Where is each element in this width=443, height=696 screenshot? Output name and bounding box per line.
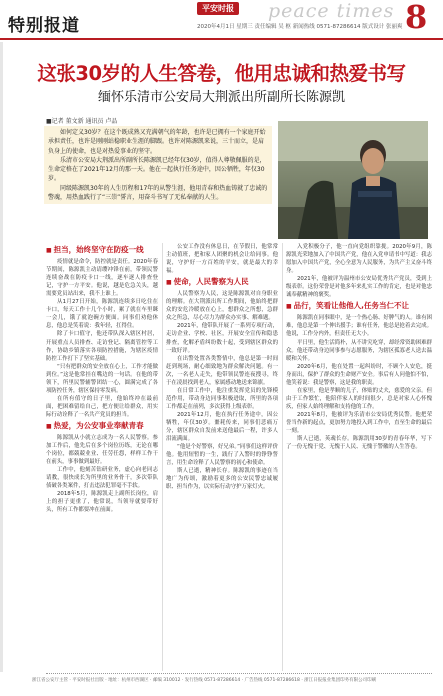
body-paragraph: 工作中，他刻苦钻研业务，虚心向老同志请教，很快成长为所里的业务骨干，多次带队侦破各类案件，打击违法犯罪毫不手软。 <box>46 467 158 490</box>
body-paragraph: 平日里，他生活简朴，从不讲究吃穿，却经常资助困难群众。他还带动身边同事参与志愿服务，为辖区孤寡老人送去温暖和关怀。 <box>286 339 432 362</box>
body-paragraph: 2018年5月，陈源凯走上副所长岗位，肩上的担子更重了，他常说，当领导就要带好头，所有工作都要冲在前面。 <box>46 491 158 514</box>
dateline: 2020年4月1日 星期三 责任编辑 吴 枢 新闻热线 0571-87286614 版式设计 张丽爽 <box>197 24 403 30</box>
column-divider <box>162 243 163 671</box>
body-paragraph: 2021年，他被评为温州市公安局优秀共产党员，受到上级表彰。这份荣誉是对他多年来扎实工作的肯定，也是对他忠诚奉献精神的褒奖。 <box>286 276 432 299</box>
headline: 这张30岁的人生答卷，他用忠诚和热爱书写 <box>37 62 406 85</box>
article-column-1 <box>46 243 158 515</box>
lead-paragraph: 乐清市公安局大荆派出所副所长陈源凯已经年仅30岁，值得人尊敬佩服的是，生命定格在了2021年12月的那一天。他在一起执行任务途中，因公牺牲，年仅30岁。 <box>48 156 266 183</box>
lead-paragraph: 如何定义30岁？在这个既成熟又充满朝气的年龄，也许是已拥有一个家庭开始承担责任，也许是刚刚站稳职业生涯的脚跟。也许对陈源凯来说，三十而立，是肩负身上的使命，也是对热爱事业的坚守。 <box>48 129 266 155</box>
byline: ■记者 董文新 通讯员 卢品 <box>46 118 118 125</box>
column-divider <box>282 243 283 671</box>
body-paragraph: “只有把群众的安全放在心上，工作才能做到位。”这是他常挂在嘴边的一句话。在他的带领下，所里民警辅警团结一心，圆满完成了各项防控任务，辖区保持零发病。 <box>46 363 158 394</box>
lead-paragraph: 同级陈源凯30年的人生历程和17年的从警生涯，他用青春和热血铸就了忠诚的警魂，用热血践行了“三崇”誓言，用奋斗书写了无私奉献的人生。 <box>48 184 268 202</box>
body-paragraph: 除了卡口值守，他还带队深入辖区村居，开展重点人员排查、走访登记、隔离管控等工作，协助乡镇落实各项防控措施，为辖区疫情防控工作打下了坚实基础。 <box>46 331 158 362</box>
article-column-2 <box>166 243 278 491</box>
body-paragraph: 2021年12月，他在执行任务途中，因公牺牲，年仅30岁。噩耗传来，同事们悲痛万分，辖区群众自发前来送他最后一程，许多人泪流满面。 <box>166 411 278 443</box>
footer-rule <box>46 673 432 674</box>
body-paragraph: 陈源凯在同事眼中，是一个热心肠、好脾气的人。谁有困难，他总是第一个伸出援手；谁有任务，他总是抢着去完成。他说，工作分内外，但责任无大小。 <box>286 315 432 338</box>
body-paragraph: 从1月27日开始，陈源凯连续多日吃住在卡口，每天工作十几个小时，累了就在车里眯一会儿，饿了就泡碗方便面。同事们劝他休息，他总是笑着说：我年轻，扛得住。 <box>46 299 158 330</box>
lead-paragraphs <box>44 126 272 204</box>
body-paragraph: 2020年6月，他在处置一起纠纷时，不顾个人安危，挺身而出，保护了群众的生命财产安全。事后有人问他怕不怕，他笑着说：我是警察，这是我的职责。 <box>286 363 432 386</box>
section-heading: ■ 品行，笑看让他他人,任务当仁不让 <box>286 302 432 311</box>
subheadline: 缅怀乐清市公安局大荆派出所副所长陈源凯 <box>97 90 345 105</box>
body-paragraph: 在日常工作中，他注重发挥党员的先锋模范作用，带动身边同事积极进取，所里的各项工作都走在前列，多次获得上级表彰。 <box>166 387 278 410</box>
left-ornament <box>0 42 9 672</box>
body-paragraph: “他是个好警察，好兄弟。”同事们这样评价他。他用短暂的一生，践行了入警时的铮铮誓言，用生命诠释了人民警察的初心和使命。 <box>166 444 278 467</box>
body-paragraph: 在家里，他是孝顺的儿子，体贴的丈夫，慈爱的父亲。但由于工作繁忙，他陪伴家人的时间很少，总是对家人心怀愧疚，但家人始终理解和支持他的工作。 <box>286 387 432 410</box>
body-paragraph: 斯人已逝，精神长存。陈源凯的事迹在当地广为传颂，激励着更多的公安民警忠诚履职、担当作为，以实际行动守护万家灯火。 <box>166 468 278 491</box>
article-column-3 <box>286 243 432 451</box>
body-paragraph: 疫情就是命令，防控就是责任。2020年春节期间，陈源凯主动请缨冲锋在前，带领民警连续奋战在防疫卡口一线，逐车逐人排查登记，守护一方平安。他说，越是危急关头，越需要党员站出来，我不上谁上。 <box>46 259 158 298</box>
section-heading: ■ 担当，始终坚守在防疫一线 <box>46 246 158 255</box>
section-title: 特别报道 <box>8 16 80 36</box>
body-paragraph: 陈源凯从小就立志成为一名人民警察。参加工作后，他先后在多个岗位历练，无论在哪个岗位，都兢兢业业、任劳任怨，样样工作干在前头，事事做到最好。 <box>46 435 158 466</box>
body-paragraph: 2021年，他带队开展了一系列专项行动，走访企业、学校、社区，开展安全宣传和隐患排查，化解矛盾纠纷数十起，受到辖区群众的一致好评。 <box>166 323 278 354</box>
body-paragraph: 斯人已逝，英魂长存。陈源凯用30岁的青春年华，写下了一份无愧于党、无愧于人民、无愧于警徽的人生答卷。 <box>286 436 432 451</box>
officer-photo <box>278 121 428 239</box>
body-paragraph: 入党积极分子，他一直向党组织靠拢。2020年9月，陈源凯光荣地加入了中国共产党，他在入党申请书中写道：我志愿加入中国共产党，全心全意为人民服务，为共产主义奋斗终身。 <box>286 244 432 275</box>
body-paragraph: 在所有值守的日子里，他始终冲在最前面，把困难留给自己，把方便让给群众，用实际行动诠释了一名共产党员的担当。 <box>46 395 158 418</box>
photo-illustration <box>278 121 428 239</box>
page-number: 8 <box>405 0 428 36</box>
body-paragraph: 人民警察为人民，这是陈源凯对自身职业的理解。在大荆派出所工作期间，他始终把群众的安危冷暖放在心上，想群众之所想，急群众之所急，尽心尽力为群众办实事、解难题。 <box>166 291 278 322</box>
masthead-rule <box>0 38 443 40</box>
footer-info: 浙江省公安厅主管 · 平安时报社出版 · 地址：杭州市西湖区 · 邮编 310012 · 发行热线 0571-87286614 · 广告热线 0571-87286618 · 浙江日报报业集团印务有限公司印刷 <box>32 678 377 683</box>
section-heading: ■ 使命，人民警察为人民 <box>166 278 278 287</box>
brand-logo: 平安时报 <box>197 2 239 15</box>
body-paragraph: 2021年8月，他被评为乐清市公安局优秀民警。他把荣誉当作新的起点，更加努力地投入到工作中，直至生命的最后一刻。 <box>286 411 432 435</box>
edition-word: peace times <box>268 0 395 22</box>
body-paragraph: 在出警处置各类警情中，他总是第一时间赶到现场，耐心细致地为群众解决问题。有一次，一名老人走失，他带领民警连夜搜寻，终于在凌晨找到老人，家属感动地送来锦旗。 <box>166 355 278 386</box>
body-paragraph: 公安工作没有休息日，在节假日，他常常主动值班，把和家人团聚的机会让给同事。他说，守护好一方百姓的平安，就是最大的幸福。 <box>166 244 278 275</box>
section-heading: ■ 热爱，为公安事业奉献青春 <box>46 422 158 431</box>
